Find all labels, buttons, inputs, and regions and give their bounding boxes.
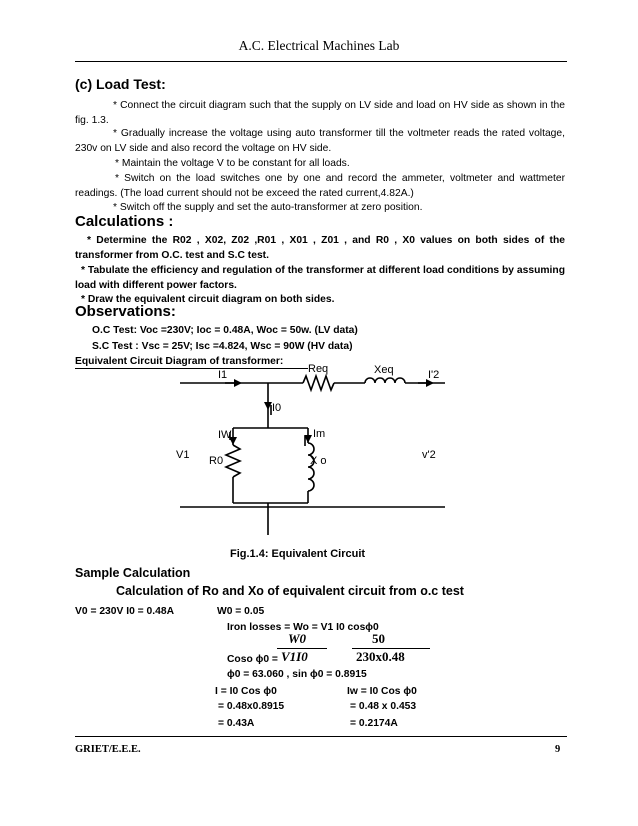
load-test-step-5: * Switch off the supply and set the auto-transformer at zero position.	[113, 202, 423, 213]
i1-label: I1	[218, 369, 228, 381]
sc-test-data: S.C Test : Vsc = 25V; Isc =4.824, Wsc = 90W (HV data)	[92, 341, 353, 352]
cos-label: Coso ϕ0 =	[227, 654, 278, 665]
load-test-heading: (c) Load Test:	[75, 76, 166, 92]
i1-arrow	[234, 379, 242, 387]
calculations-heading: Calculations :	[75, 213, 174, 230]
iw-step-1: = 0.48 x 0.453	[350, 701, 417, 712]
req-label: Req	[308, 363, 329, 375]
header-rule	[75, 61, 567, 62]
page-header-title: A.C. Electrical Machines Lab	[238, 38, 400, 53]
calculations-item-1-text: * Determine the R02 , X02, Z02 ,R01 , X01 , Z01 , and R0 , X0 values on both sides of the transformer from O.C. test and S.C test.	[75, 235, 565, 261]
im-label: Im	[313, 428, 326, 440]
load-test-step-1: * Connect the circuit diagram such that the supply on LV side and load on HV side as shown in the fig. 1.3.	[75, 100, 565, 126]
i-formula: I = I0 Cos ϕ0	[215, 686, 277, 697]
fraction-denominator-value: 230x0.48	[356, 649, 405, 664]
footer-rule	[75, 736, 567, 737]
load-test-step-2: * Gradually increase the voltage using auto transformer till the voltmeter reads the rated voltage, 230v on LV side and also record the voltage on HV side.	[75, 128, 565, 154]
iw-label: IW	[218, 429, 232, 441]
r0-resistor	[226, 445, 240, 477]
load-test-step-4: * Switch on the load switches one by one and record the ammeter, voltmeter and wattmeter readings. (The load current should not be exceed the rated current,4.82A.)	[75, 173, 565, 199]
given-values: V0 = 230V I0 = 0.48A	[75, 606, 175, 617]
iw-formula: Iw = I0 Cos ϕ0	[347, 686, 417, 697]
i-step-1: = 0.48x0.8915	[218, 701, 285, 712]
calculations-item-2: * Tabulate the efficiency and regulation of the transformer at different load conditions by assuming load with different power factors.	[75, 265, 565, 291]
calculations-item-1	[75, 233, 565, 263]
v2-label: v'2	[422, 449, 436, 461]
xeq-inductor	[365, 378, 405, 383]
req-resistor	[303, 376, 334, 390]
x0-label: X o	[310, 455, 327, 467]
observations-heading: Observations:	[75, 303, 176, 320]
iw-result: = 0.2174A	[350, 718, 398, 729]
i-result: = 0.43A	[218, 718, 255, 729]
fraction-numerator-symbol: W0	[288, 631, 307, 646]
phi-line: ϕ0 = 63.060 , sin ϕ0 = 0.8915	[227, 669, 367, 680]
x0-inductor	[308, 443, 314, 491]
footer-left: GRIET/E.E.E.	[75, 744, 141, 755]
i0-label: I0	[272, 402, 282, 414]
equivalent-circuit-title: Equivalent Circuit Diagram of transformer:	[75, 356, 284, 367]
i2-label: I'2	[428, 369, 440, 381]
sample-calculation-heading: Sample Calculation	[75, 566, 191, 580]
xeq-label: Xeq	[374, 364, 394, 376]
r0-label: R0	[209, 455, 224, 467]
page-number: 9	[555, 744, 561, 755]
oc-test-data: O.C Test: Voc =230V; Ioc = 0.48A, Woc = 50w. (LV data)	[92, 325, 358, 336]
calculations-item-3: * Draw the equivalent circuit diagram on both sides.	[81, 294, 335, 305]
load-test-step-3: * Maintain the voltage V to be constant for all loads.	[115, 158, 350, 169]
fraction-denominator-symbol: V1I0	[281, 649, 308, 664]
fraction-numerator-value: 50	[372, 631, 385, 646]
w0-value: W0 = 0.05	[217, 606, 265, 617]
equivalent-circuit-diagram	[160, 360, 460, 565]
iron-losses: Iron losses = Wo = V1 I0 cosϕ0	[227, 622, 379, 633]
sample-calculation-subheading: Calculation of Ro and Xo of equivalent circuit from o.c test	[116, 584, 464, 598]
v1-label: V1	[176, 449, 190, 461]
figure-caption: Fig.1.4: Equivalent Circuit	[230, 548, 366, 560]
